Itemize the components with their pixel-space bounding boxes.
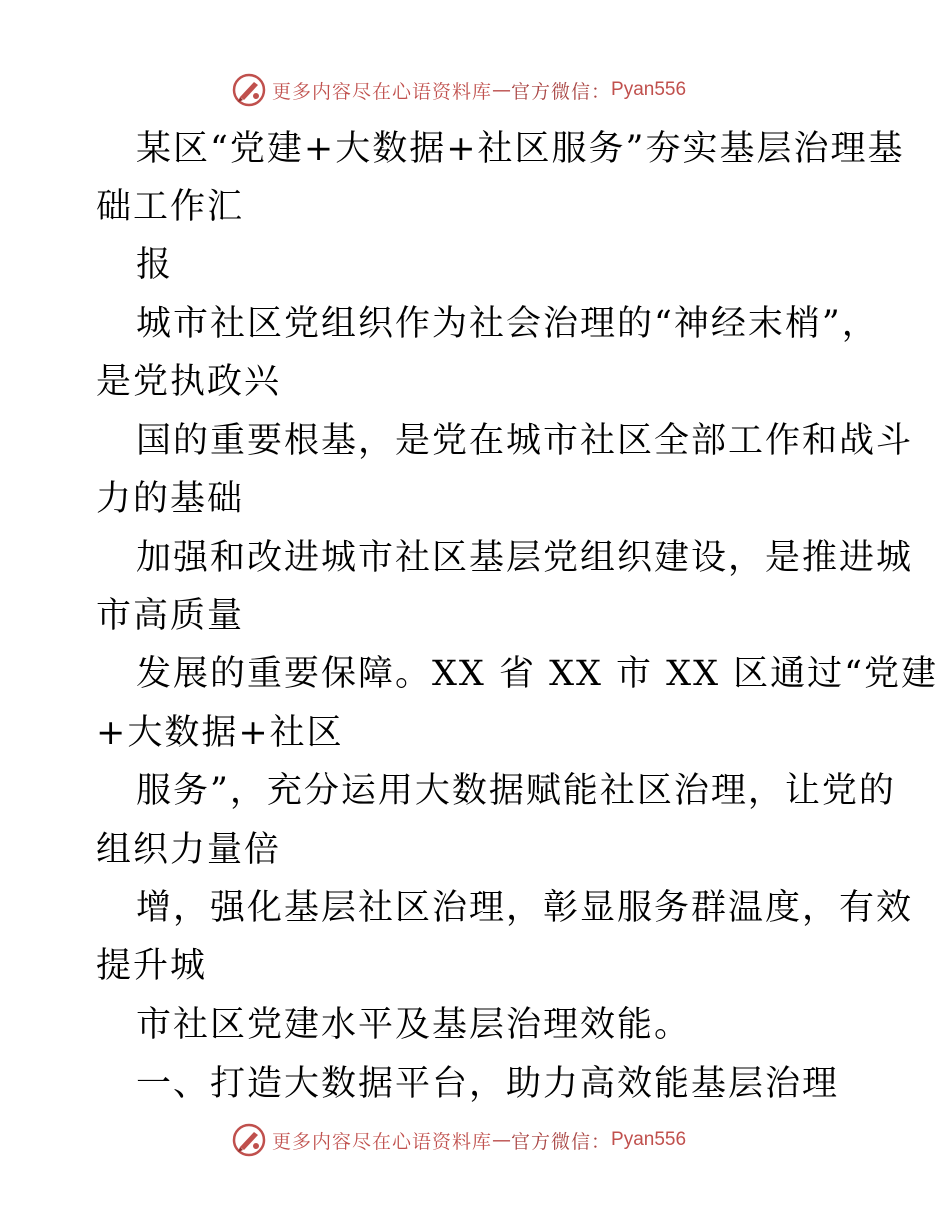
paragraph-line: 组织力量倍 bbox=[96, 830, 282, 870]
paragraph-line: 国的重要根基，是党在城市社区全部工作和战斗 bbox=[136, 421, 914, 461]
banner-wechat-label: 官方微信： bbox=[511, 1130, 612, 1153]
banner-wechat-label: 官方微信： bbox=[511, 80, 612, 103]
banner-dash: — bbox=[492, 79, 512, 101]
title-line-3: 报 bbox=[136, 245, 174, 285]
banner-text: 更多内容尽在心语资料库 bbox=[272, 1130, 493, 1153]
banner-wechat-id: Pyan556 bbox=[611, 1129, 687, 1150]
paragraph-line: 市社区党建水平及基层治理效能。 bbox=[136, 1005, 692, 1045]
title-line-1: 某区“党建+大数据+社区服务”夯实基层治理基 bbox=[136, 129, 905, 169]
library-logo-icon bbox=[232, 73, 266, 107]
paragraph-line: +大数据+社区 bbox=[96, 713, 344, 753]
paragraph-line: 城市社区党组织作为社会治理的“神经末梢”， bbox=[136, 304, 879, 344]
title-line-2: 础工作汇 bbox=[96, 187, 245, 227]
paragraph-line: 力的基础 bbox=[96, 479, 245, 519]
paragraph-line: 增，强化基层社区治理，彰显服务群温度，有效 bbox=[136, 888, 914, 928]
paragraph-line: 是党执政兴 bbox=[96, 362, 282, 402]
banner-dash: — bbox=[492, 1129, 512, 1151]
banner-wechat-id: Pyan556 bbox=[611, 79, 687, 100]
paragraph-line: 发展的重要保障。XX 省 XX 市 XX 区通过“党建 bbox=[136, 654, 939, 694]
paragraph-line: 加强和改进城市社区基层党组织建设，是推进城 bbox=[136, 538, 914, 578]
header-banner bbox=[232, 72, 686, 108]
paragraph-line: 市高质量 bbox=[96, 596, 245, 636]
paragraph-line: 服务”，充分运用大数据赋能社区治理，让党的 bbox=[136, 771, 896, 811]
section-heading: 一、打造大数据平台，助力高效能基层治理 bbox=[136, 1064, 840, 1104]
paragraph-line: 提升城 bbox=[96, 946, 208, 986]
library-logo-icon bbox=[232, 1123, 266, 1157]
footer-banner bbox=[232, 1122, 686, 1158]
banner-text: 更多内容尽在心语资料库 bbox=[272, 80, 493, 103]
